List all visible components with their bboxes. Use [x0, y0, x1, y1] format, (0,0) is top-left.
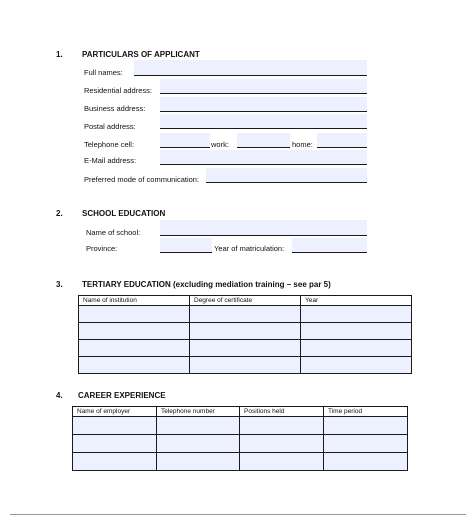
email-address-label: E-Mail address:: [84, 156, 137, 165]
telephone-cell-field[interactable]: [160, 133, 210, 148]
residential-address-field[interactable]: [160, 79, 367, 94]
table-header-row: [79, 296, 412, 306]
section-1-title: PARTICULARS OF APPLICANT: [82, 50, 200, 59]
page-bottom-divider: [10, 514, 466, 515]
section-2-title: SCHOOL EDUCATION: [82, 209, 166, 218]
column-header: Name of institution: [79, 296, 190, 306]
telephone-home-label: home:: [292, 140, 313, 149]
career-experience-table: [72, 406, 408, 471]
business-address-field[interactable]: [160, 97, 367, 112]
table-cell[interactable]: [324, 417, 408, 435]
table-cell[interactable]: [301, 357, 412, 374]
table-cell[interactable]: [157, 453, 240, 471]
table-cell[interactable]: [157, 417, 240, 435]
telephone-work-label: work:: [211, 140, 229, 149]
table-row: [79, 323, 412, 340]
column-header: Positions held: [240, 407, 324, 417]
table-cell[interactable]: [301, 340, 412, 357]
column-header: Time period: [324, 407, 408, 417]
telephone-home-field[interactable]: [317, 133, 367, 148]
column-header: Telephone number: [157, 407, 240, 417]
table-row: [73, 435, 408, 453]
matriculation-year-label: Year of matriculation:: [214, 244, 285, 253]
email-address-field[interactable]: [160, 150, 367, 165]
section-3-title: TERTIARY EDUCATION (excluding mediation training – see par 5): [82, 280, 331, 289]
table-cell[interactable]: [79, 306, 190, 323]
preferred-communication-field[interactable]: [206, 168, 367, 183]
table-cell[interactable]: [190, 306, 301, 323]
column-header: Name of employer: [73, 407, 157, 417]
table-cell[interactable]: [73, 453, 157, 471]
matriculation-year-field[interactable]: [292, 238, 367, 253]
table-cell[interactable]: [324, 453, 408, 471]
table-cell[interactable]: [324, 435, 408, 453]
column-header: Degree of certificate: [190, 296, 301, 306]
postal-address-label: Postal address:: [84, 122, 136, 131]
table-cell[interactable]: [240, 435, 324, 453]
table-cell[interactable]: [301, 323, 412, 340]
table-cell[interactable]: [240, 417, 324, 435]
table-cell[interactable]: [79, 357, 190, 374]
postal-address-field[interactable]: [160, 114, 367, 129]
table-cell[interactable]: [157, 435, 240, 453]
section-4-number: 4.: [56, 391, 63, 400]
province-label: Province:: [86, 244, 118, 253]
table-cell[interactable]: [79, 323, 190, 340]
table-row: [79, 357, 412, 374]
table-cell[interactable]: [190, 340, 301, 357]
table-cell[interactable]: [73, 417, 157, 435]
table-header-row: [73, 407, 408, 417]
residential-address-label: Residential address:: [84, 86, 152, 95]
section-3-number: 3.: [56, 280, 63, 289]
table-cell[interactable]: [190, 323, 301, 340]
section-1-number: 1.: [56, 50, 63, 59]
table-cell[interactable]: [240, 453, 324, 471]
table-cell[interactable]: [73, 435, 157, 453]
tertiary-education-table: [78, 295, 412, 374]
table-row: [73, 417, 408, 435]
table-row: [79, 306, 412, 323]
preferred-communication-label: Preferred mode of communication:: [84, 175, 200, 184]
full-names-field[interactable]: [134, 60, 367, 76]
telephone-work-field[interactable]: [237, 133, 290, 148]
telephone-cell-label: Telephone cell:: [84, 140, 135, 149]
section-2-number: 2.: [56, 209, 63, 218]
column-header: Year: [301, 296, 412, 306]
school-name-label: Name of school:: [86, 228, 141, 237]
business-address-label: Business address:: [84, 104, 146, 113]
section-4-title: CAREER EXPERIENCE: [78, 391, 166, 400]
table-row: [73, 453, 408, 471]
table-cell[interactable]: [190, 357, 301, 374]
province-field[interactable]: [160, 238, 212, 253]
table-cell[interactable]: [301, 306, 412, 323]
table-row: [79, 340, 412, 357]
full-names-label: Full names:: [84, 68, 123, 77]
school-name-field[interactable]: [160, 220, 367, 236]
table-cell[interactable]: [79, 340, 190, 357]
